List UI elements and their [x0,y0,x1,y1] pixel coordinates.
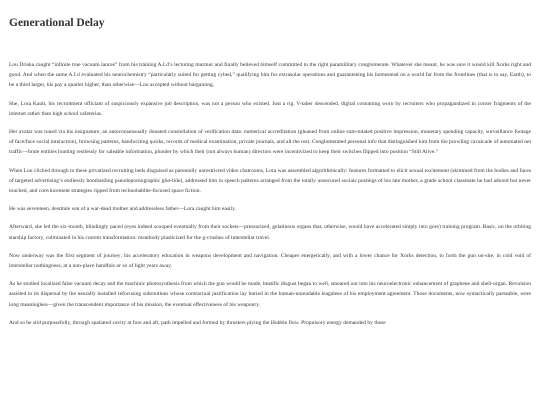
paragraph: Lou Driska caught “infinite true vacuum lances” from his training A.I.d’s lecturing murmur and finally believed himself committed to the right paramilitary conglomerate. Whatever she meant, he was sure it would kill Xorks right and good. And when the same A.I.d evaluated his neurochemistry “particularly suited for getting cybed,” qualifying him for extrasolar operations and guaranteeing his homestead on a world far from the frontlines (that is to say, Earth), to be a third larger, his pay a quarter higher, than otherwise—Lou accepted without bargaining. [9,62,531,89]
document-title: Generational Delay [9,17,105,29]
paragraph: Now underway was the first segment of journey: his acceleratory education in weapons development and navigation. Cheaper energetically, and with a lower chance for Xorks detection, to form the gun on-site, in cold void of interstellar nothingness, at a non-place handfuls or so of light years away. [9,252,531,270]
paragraph: He was seventeen, destitute son of a war-dead mother and addressless father—Lora caught him easily. [9,206,236,213]
document-body [9,60,531,328]
paragraph: And so he slid purposefully, through spatiated cavity at fore and aft, path impelled and formed by thrusters plying the Hubble flow. Propulsory energy demanded by these [9,319,386,326]
paragraph: Her avatar was tuned via his insignature, an autoconsensually donated constellation of verification data: numerical accreditation (gleaned from online sum-totaled positive impression, monetary spending capacity, surveillance footage of face/face social interaction), browsing patterns, handwriting quirks, records of medical examination, private journals, and all the rest. Conglomerated personal info that distinguished him from the prowling cavalcade of automated net traffic—brute entities hunting restlessly for saleable information, plunder by which their (not always human) directors were incentivized to keep their switches flipped into position “Still Alive.” [9,129,531,156]
paragraph: Afterward, she led the six-month, blindingly paced (eyes indeed scooped eventually from their sockets—pressurized, gelatinous organs that, otherwise, would have accelerated simply into gore) training program. Basic, on the orbiting starship factory, culminated in his current transformation: meatbody plasticized for the g-crushes of interstellar travel. [9,224,531,241]
paragraph: She, Lora Kault, his recruitment officiant of suspiciously expansive job description, was not a person who existed. Just a rig. V-taber descended, digital costuming worn by recruiters who propagandized in corner fragments of the internet rather than high school cafeterias. [9,100,531,117]
paragraph: As he studied localized false vacuum decay and the machinic photosynthesis from which the gun would be made, beatific disgust began to well, smeared out into his neuroelectronic enhancement of graphene and shell-organ. Revulsion assisted in its dispersal by the neurally installed refocusing subroutines whose contractual justification lay buried in the human-unreadable leagalese of his employment agreement. Those documents, now syntactically parseable, were long meaningless—given the transcendent importance of his mission, the eventual effectiveness of his weaponry. [9,281,531,308]
paragraph: When Lou clicked through to these privatized recruiting beds disguised as parentally unrestricted video chatrooms, Lora was assembled algorithmically: features formatted to elicit sexual excitement (skimmed from the bodies and faces of targeted advertising’s endlessly bombarding pseudopornographic glut-tide), addressed him in speech patterns arranged from the totally unsecured socials postings of his late mother, a grade school classmate he had adored but never touched, and convincement strategies ripped from technobabble-focused space fiction. [9,167,531,195]
